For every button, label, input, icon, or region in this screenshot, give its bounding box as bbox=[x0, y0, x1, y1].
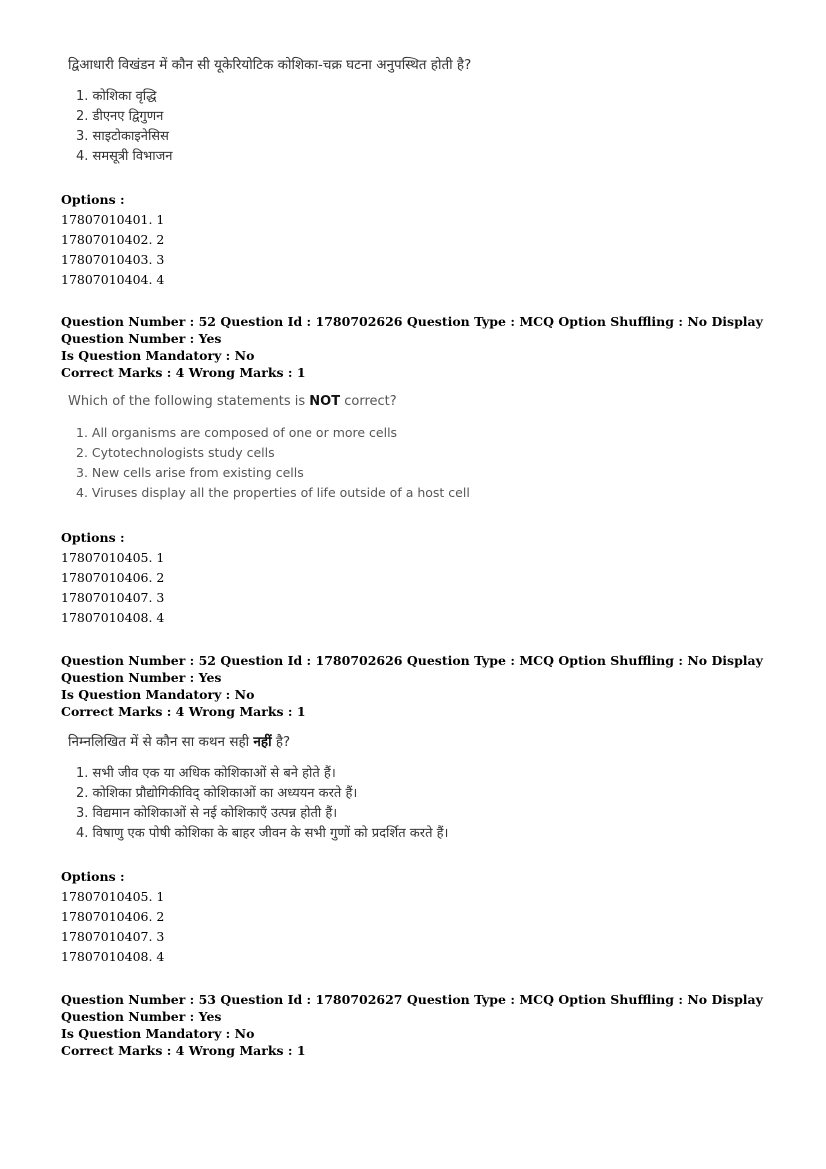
question-stem bbox=[68, 732, 448, 750]
options-list bbox=[61, 190, 164, 290]
meta-line: Is Question Mandatory : No bbox=[61, 687, 255, 702]
question-image-hindi-1 bbox=[68, 55, 471, 167]
meta-line: Correct Marks : 4 Wrong Marks : 1 bbox=[61, 704, 306, 719]
choice-item: 3. विद्यमान कोशिकाओं से नई कोशिकाएँ उत्पन्न होती हैं। bbox=[76, 806, 338, 821]
meta-line: Correct Marks : 4 Wrong Marks : 1 bbox=[61, 365, 306, 380]
choice-item: 1. कोशिका वृद्धि bbox=[76, 89, 157, 104]
stem-text: correct? bbox=[340, 394, 397, 409]
stem-emphasis: नहीं bbox=[253, 734, 272, 750]
options-list bbox=[61, 528, 164, 628]
stem-emphasis: NOT bbox=[309, 394, 341, 409]
choice-item: 4. समसूत्री विभाजन bbox=[76, 149, 173, 164]
question-choices bbox=[68, 423, 470, 503]
options-label: Options : bbox=[61, 192, 125, 207]
stem-text: निम्नलिखित में से कौन सा कथन सही bbox=[68, 734, 254, 750]
option-row: 17807010407. 3 bbox=[61, 590, 165, 605]
question-image-english bbox=[68, 394, 470, 503]
meta-line: Is Question Mandatory : No bbox=[61, 348, 255, 363]
stem-text: है? bbox=[271, 734, 291, 750]
question-image-hindi-2 bbox=[68, 732, 448, 844]
options-label: Options : bbox=[61, 530, 125, 545]
option-row: 17807010408. 4 bbox=[61, 610, 165, 625]
option-row: 17807010407. 3 bbox=[61, 929, 165, 944]
question-choices bbox=[68, 764, 448, 844]
meta-line: Correct Marks : 4 Wrong Marks : 1 bbox=[61, 1043, 306, 1058]
question-stem: द्विआधारी विखंडन में कौन सी यूकेरियोटिक कोशिका-चक्र घटना अनुपस्थित होती है? bbox=[68, 57, 472, 73]
option-row: 17807010405. 1 bbox=[61, 889, 165, 904]
question-meta bbox=[61, 991, 781, 1059]
choice-item: 1. All organisms are composed of one or more cells bbox=[76, 425, 398, 440]
meta-line: Is Question Mandatory : No bbox=[61, 1026, 255, 1041]
options-label: Options : bbox=[61, 869, 125, 884]
choice-item: 3. New cells arise from existing cells bbox=[76, 465, 304, 480]
options-list bbox=[61, 867, 164, 967]
option-row: 17807010402. 2 bbox=[61, 232, 165, 247]
choice-item: 2. कोशिका प्रौद्योगिकीविद् कोशिकाओं का अध्ययन करते हैं। bbox=[76, 786, 358, 801]
option-row: 17807010405. 1 bbox=[61, 550, 165, 565]
choice-item: 4. Viruses display all the properties of life outside of a host cell bbox=[76, 485, 470, 500]
option-row: 17807010406. 2 bbox=[61, 570, 165, 585]
choice-item: 1. सभी जीव एक या अधिक कोशिकाओं से बने होते हैं। bbox=[76, 766, 336, 781]
meta-line: Question Number : 53 Question Id : 1780702627 Question Type : MCQ Option Shuffling : No Display Question Number : Yes bbox=[61, 992, 763, 1024]
option-row: 17807010403. 3 bbox=[61, 252, 165, 267]
question-stem bbox=[68, 394, 470, 409]
meta-line: Question Number : 52 Question Id : 1780702626 Question Type : MCQ Option Shuffling : No Display Question Number : Yes bbox=[61, 653, 763, 685]
question-choices bbox=[68, 87, 471, 167]
choice-item: 2. Cytotechnologists study cells bbox=[76, 445, 275, 460]
question-meta bbox=[61, 652, 781, 720]
option-row: 17807010406. 2 bbox=[61, 909, 165, 924]
stem-text: Which of the following statements is bbox=[68, 394, 310, 409]
option-row: 17807010408. 4 bbox=[61, 949, 165, 964]
option-row: 17807010401. 1 bbox=[61, 212, 165, 227]
question-meta bbox=[61, 313, 781, 381]
choice-item: 3. साइटोकाइनेसिस bbox=[76, 129, 169, 144]
option-row: 17807010404. 4 bbox=[61, 272, 165, 287]
choice-item: 4. विषाणु एक पोषी कोशिका के बाहर जीवन के सभी गुणों को प्रदर्शित करते हैं। bbox=[76, 826, 449, 841]
choice-item: 2. डीएनए द्विगुणन bbox=[76, 109, 164, 124]
meta-line: Question Number : 52 Question Id : 1780702626 Question Type : MCQ Option Shuffling : No Display Question Number : Yes bbox=[61, 314, 763, 346]
